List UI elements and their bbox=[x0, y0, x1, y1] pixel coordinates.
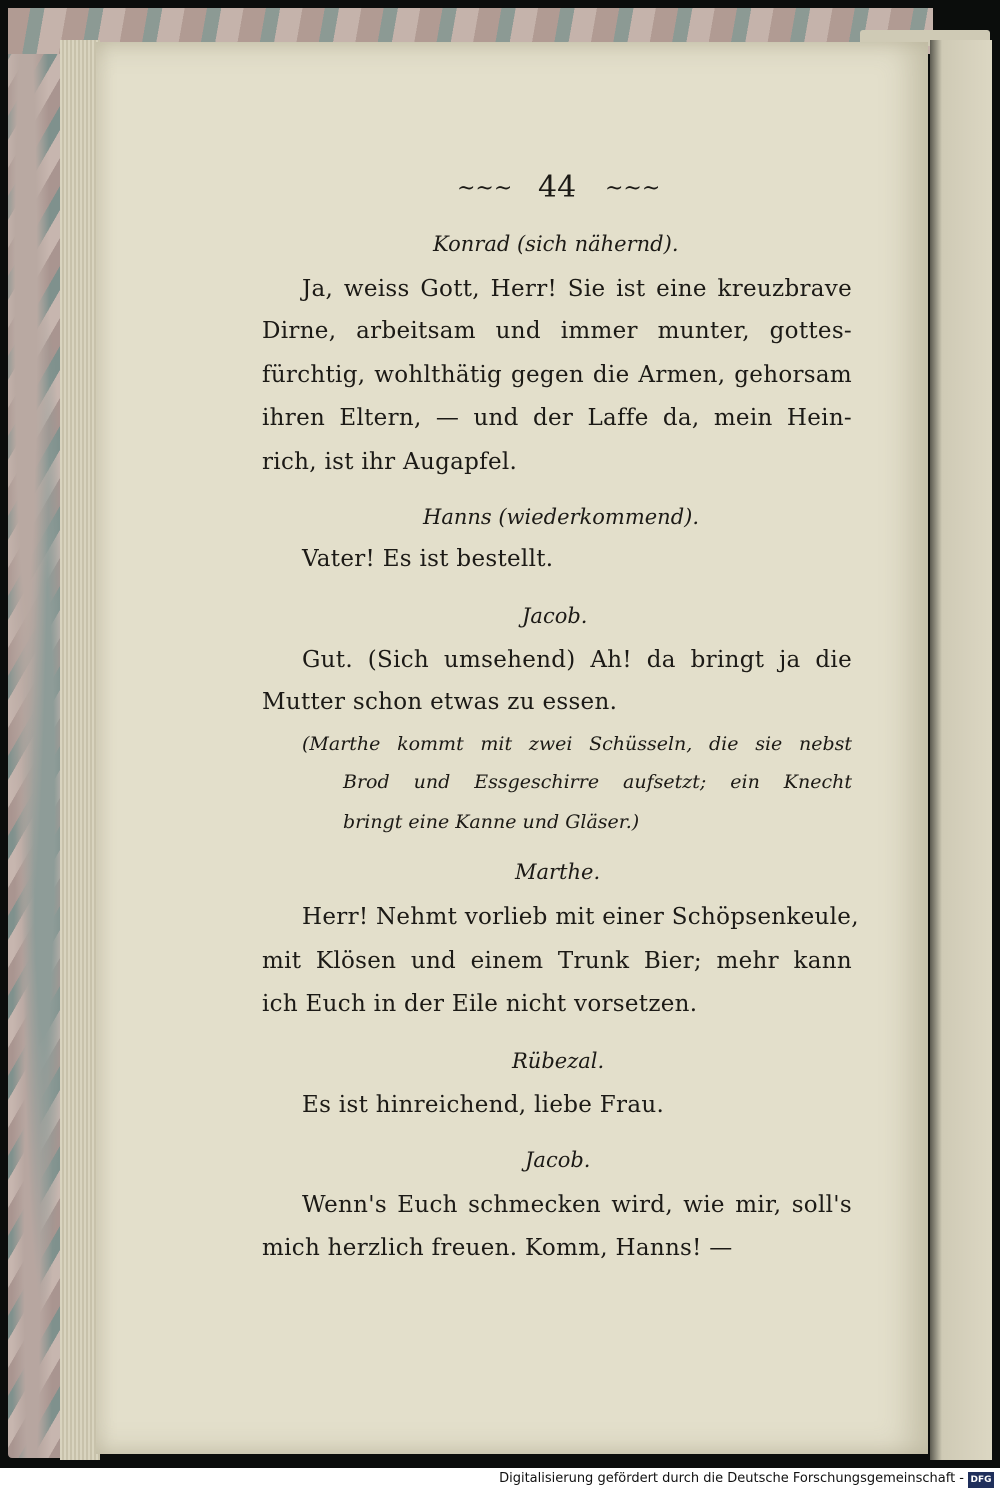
text-line: ich Euch in der Eile nicht vorsetzen. bbox=[262, 991, 698, 1017]
speaker-jacob: Jacob. bbox=[522, 604, 588, 628]
text-line: Herr! Nehmt vorlieb mit einer Schöpsenkeule, bbox=[302, 904, 859, 930]
speaker-konrad: Konrad (sich nähernd). bbox=[433, 232, 679, 256]
text-line: Wenn's Euch schmecken wird, wie mir, soll's bbox=[302, 1192, 852, 1218]
speaker-marthe: Marthe. bbox=[515, 860, 601, 884]
text-line: Gut. (Sich umsehend) Ah! da bringt ja die bbox=[302, 647, 852, 673]
text-line: ihren Eltern, — und der Laffe da, mein Hein- bbox=[262, 405, 852, 431]
text-line: Vater! Es ist bestellt. bbox=[302, 546, 554, 572]
ornament-right: ~~~ bbox=[605, 176, 661, 201]
ornament-left: ~~~ bbox=[457, 176, 513, 201]
text-line: Mutter schon etwas zu essen. bbox=[262, 689, 618, 715]
stage-direction: (Marthe kommt mit zwei Schüsseln, die sie nebst bbox=[302, 733, 852, 755]
text-line: Dirne, arbeitsam und immer munter, gottes- bbox=[262, 318, 852, 344]
text-line: rich, ist ihr Augapfel. bbox=[262, 449, 518, 475]
text-line: Ja, weiss Gott, Herr! Sie ist eine kreuzbrave bbox=[302, 276, 852, 302]
footer-bar bbox=[0, 1468, 1000, 1493]
book-cover-left bbox=[8, 8, 68, 1458]
text-line: Es ist hinreichend, liebe Frau. bbox=[302, 1092, 665, 1118]
text-line: fürchtig, wohlthätig gegen die Armen, gehorsam bbox=[262, 362, 852, 388]
stage-direction: bringt eine Kanne und Gläser.) bbox=[343, 811, 640, 833]
page-edges bbox=[60, 40, 100, 1460]
text-line: mich herzlich freuen. Komm, Hanns! — bbox=[262, 1235, 733, 1261]
text-line: mit Klösen und einem Trunk Bier; mehr kann bbox=[262, 948, 852, 974]
speaker-jacob: Jacob. bbox=[525, 1148, 591, 1172]
dfg-logo: DFG bbox=[968, 1472, 994, 1488]
stage-direction: Brod und Essgeschirre aufsetzt; ein Knecht bbox=[343, 771, 852, 793]
footer-credit: Digitalisierung gefördert durch die Deutsche Forschungsgemeinschaft - bbox=[499, 1471, 964, 1486]
speaker-ruebezal: Rübezal. bbox=[512, 1049, 605, 1073]
speaker-hanns: Hanns (wiederkommend). bbox=[423, 505, 700, 529]
facing-page-edge bbox=[930, 40, 992, 1460]
page-number: 44 bbox=[538, 170, 577, 205]
